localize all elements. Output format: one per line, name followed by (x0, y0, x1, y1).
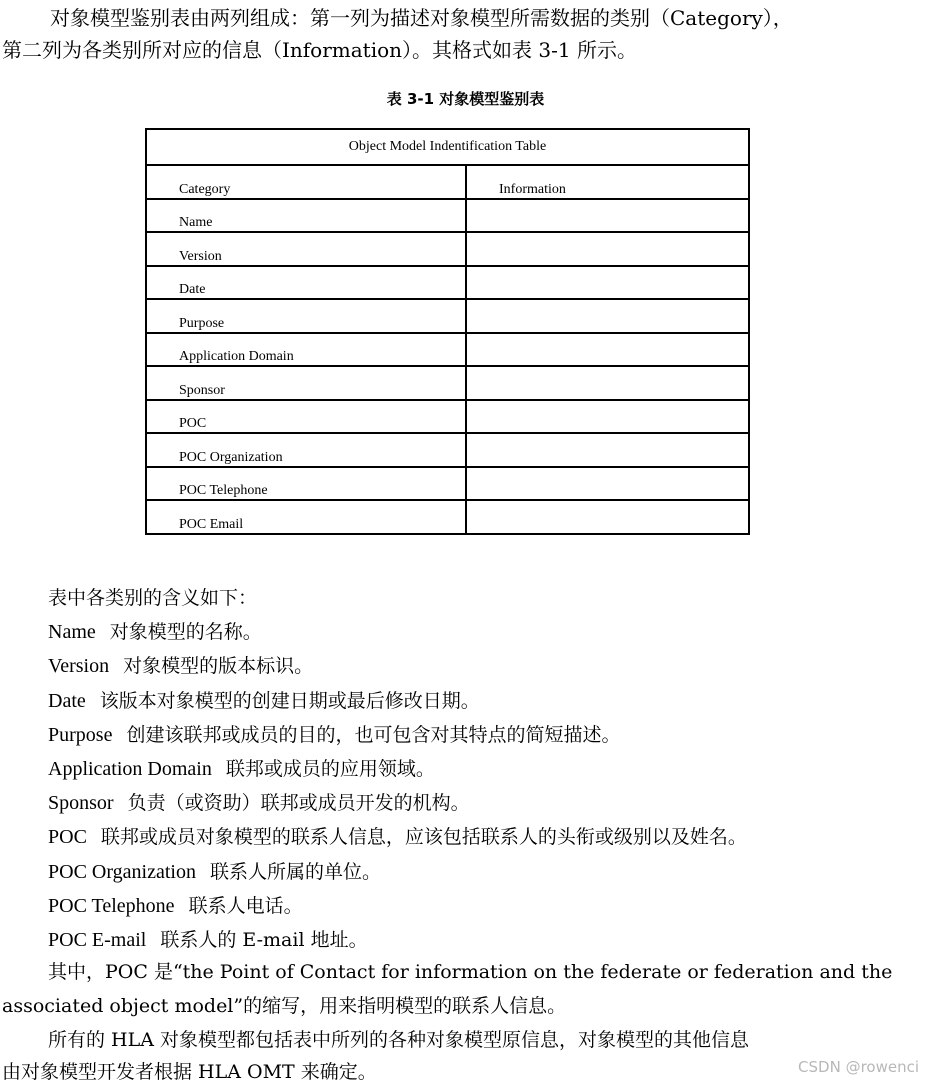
table-row (146, 467, 749, 501)
category-cell: Version (146, 232, 466, 266)
category-cell: POC (146, 400, 466, 434)
table-row (146, 232, 749, 266)
definition-item (48, 891, 747, 925)
category-cell: POC Email (146, 500, 466, 534)
table-row (146, 266, 749, 300)
definition-term: POC E-mail (48, 928, 147, 951)
information-cell (466, 199, 749, 233)
table-title: Object Model Indentification Table (146, 129, 749, 165)
table-row (146, 500, 749, 534)
information-cell (466, 467, 749, 501)
definition-desc: 联邦或成员对象模型的联系人信息，应该包括联系人的头衔或级别以及姓名。 (100, 826, 747, 849)
information-cell (466, 400, 749, 434)
definition-item (48, 857, 747, 891)
definition-item (48, 925, 747, 959)
information-cell (466, 232, 749, 266)
table-row (146, 433, 749, 467)
definition-desc: 联邦或成员的应用领域。 (225, 757, 435, 780)
intro-paragraph-line-2: 第二列为各类别所对应的信息（Information）。其格式如表 3-1 所示。 (2, 38, 637, 62)
table-row (146, 366, 749, 400)
definition-desc: 该版本对象模型的创建日期或最后修改日期。 (99, 689, 480, 712)
definition-term: Application Domain (48, 757, 212, 780)
definition-term: Version (48, 655, 110, 678)
definition-term: POC Telephone (48, 894, 175, 917)
definition-desc: 负责（或资助）联邦或成员开发的机构。 (127, 792, 470, 815)
object-model-identification-table (145, 128, 750, 535)
definition-term: Name (48, 621, 96, 644)
category-cell: Name (146, 199, 466, 233)
category-cell: Application Domain (146, 333, 466, 367)
category-cell: POC Organization (146, 433, 466, 467)
definition-term: Purpose (48, 723, 113, 746)
definition-desc: 对象模型的名称。 (109, 621, 262, 644)
definition-desc: 联系人所属的单位。 (209, 860, 381, 883)
information-cell (466, 366, 749, 400)
table-row (146, 400, 749, 434)
outro-paragraph-line-1: 其中，POC 是“the Point of Contact for information on the federate or federation and the (48, 961, 893, 983)
category-cell: POC Telephone (146, 467, 466, 501)
outro-paragraph-line-4: 由对象模型开发者根据 HLA OMT 来确定。 (2, 1061, 377, 1083)
table-row (146, 299, 749, 333)
definition-item (48, 822, 747, 856)
definitions-list (48, 583, 747, 959)
information-cell (466, 299, 749, 333)
outro-paragraph-line-2: associated object model”的缩写，用来指明模型的联系人信息。 (2, 995, 567, 1017)
definition-item (48, 754, 747, 788)
category-cell: Purpose (146, 299, 466, 333)
table-row (146, 199, 749, 233)
information-cell (466, 266, 749, 300)
definition-desc: 联系人电话。 (188, 894, 303, 917)
header-information: Information (466, 165, 749, 199)
definition-desc: 联系人的 E-mail 地址。 (160, 928, 368, 951)
category-cell: Date (146, 266, 466, 300)
definition-item (48, 686, 747, 720)
watermark: CSDN @rowenci (798, 1058, 919, 1076)
outro-paragraph-line-3: 所有的 HLA 对象模型都包括表中所列的各种对象模型原信息，对象模型的其他信息 (48, 1029, 749, 1051)
definition-term: POC (48, 826, 87, 849)
definition-item (48, 788, 747, 822)
definition-item (48, 617, 747, 651)
definition-term: Date (48, 689, 86, 712)
information-cell (466, 433, 749, 467)
definitions-heading: 表中各类别的含义如下： (48, 587, 258, 609)
definition-item (48, 720, 747, 754)
table-row (146, 333, 749, 367)
category-cell: Sponsor (146, 366, 466, 400)
information-cell (466, 500, 749, 534)
definition-item (48, 651, 747, 685)
definition-desc: 对象模型的版本标识。 (123, 655, 314, 678)
information-cell (466, 333, 749, 367)
header-category: Category (146, 165, 466, 199)
definition-term: Sponsor (48, 792, 114, 815)
definition-desc: 创建该联邦或成员的目的，也可包含对其特点的简短描述。 (126, 723, 621, 746)
definition-term: POC Organization (48, 860, 196, 883)
intro-paragraph-line-1: 对象模型鉴别表由两列组成：第一列为描述对象模型所需数据的类别（Category）， (50, 6, 793, 30)
table-caption: 表 3-1 对象模型鉴别表 (386, 90, 545, 108)
